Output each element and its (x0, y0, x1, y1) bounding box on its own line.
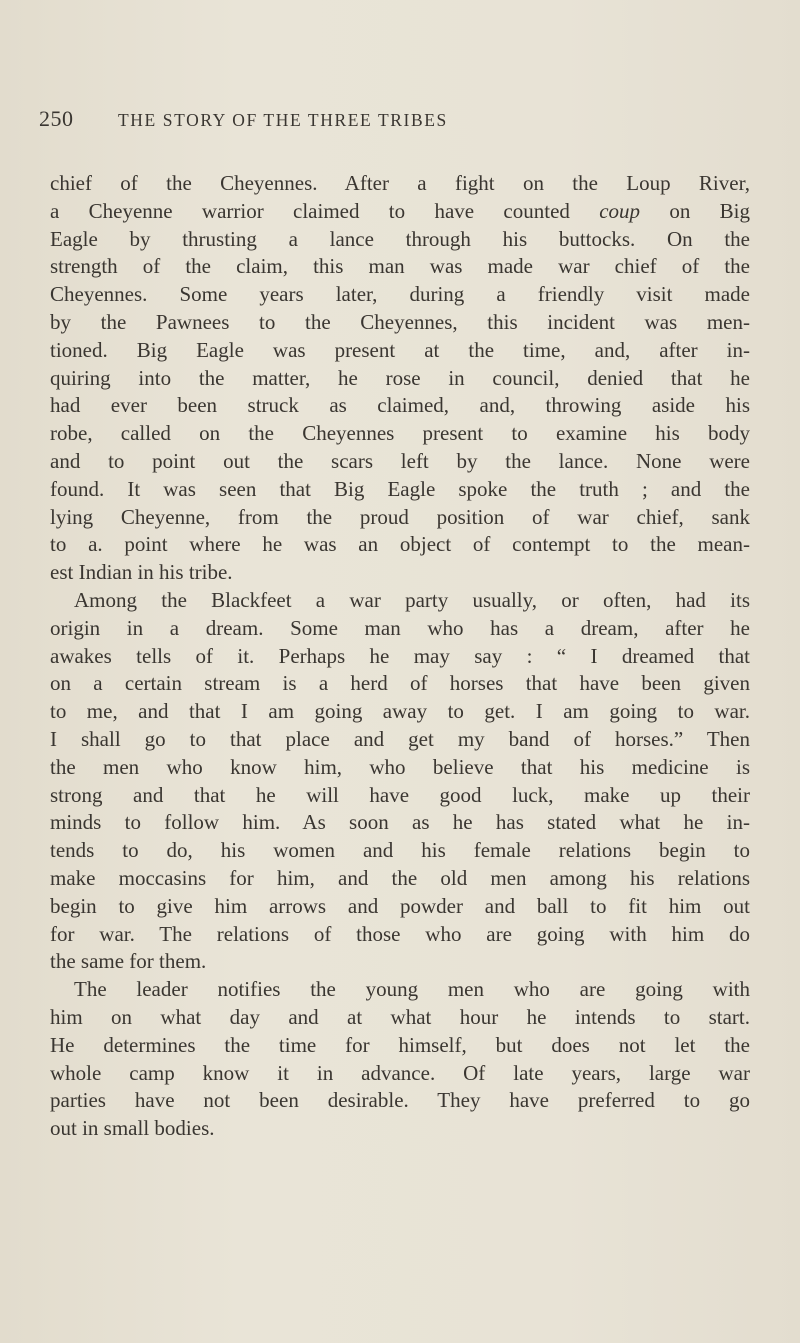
text-line: origin in a dream. Some man who has a dream, after he (50, 615, 750, 640)
text-segment: a Cheyenne warrior claimed to have counted (50, 198, 570, 223)
text-line: to me, and that I am going away to get. I am going to war. (50, 699, 750, 724)
page-header (0, 106, 800, 136)
text-line: for war. The relations of those who are going with him do (50, 921, 750, 946)
text-line: Among the Blackfeet a war party usually, or often, had its (74, 587, 750, 612)
text-line: out in small bodies. (50, 1116, 215, 1141)
text-line: him on what day and at what hour he intends to start. (50, 1004, 750, 1029)
text-line: make moccasins for him, and the old men among his relations (50, 865, 750, 890)
text-line: had ever been struck as claimed, and, throwing aside his (50, 393, 750, 418)
text-line: strength of the claim, this man was made war chief of the (50, 254, 750, 279)
italic-term: coup (599, 198, 641, 223)
text-line: Eagle by thrusting a lance through his buttocks. On the (50, 226, 750, 251)
paragraph-1 (50, 170, 750, 587)
text-line: Cheyennes. Some years later, during a friendly visit made (50, 282, 750, 307)
text-line: on a certain stream is a herd of horses that have been given (50, 671, 750, 696)
text-line: The leader notifies the young men who are going with (74, 977, 750, 1002)
text-segment: on Big (669, 198, 750, 223)
text-line: est Indian in his tribe. (50, 560, 233, 585)
text-line: He determines the time for himself, but does not let the (50, 1032, 750, 1057)
text-line: found. It was seen that Big Eagle spoke the truth ; and the (50, 476, 750, 501)
text-line: begin to give him arrows and powder and ball to fit him out (50, 893, 750, 918)
page-number: 250 (39, 106, 74, 131)
text-line: quiring into the matter, he rose in council, denied that he (50, 365, 750, 390)
text-line: awakes tells of it. Perhaps he may say : “ I dreamed that (50, 643, 750, 668)
text-line: tends to do, his women and his female relations begin to (50, 838, 750, 863)
text-line: robe, called on the Cheyennes present to examine his body (50, 421, 750, 446)
text-line: whole camp know it in advance. Of late years, large war (50, 1060, 750, 1085)
paragraph-2 (50, 587, 750, 976)
text-line: by the Pawnees to the Cheyennes, this incident was men- (50, 309, 750, 334)
text-line: the men who know him, who believe that his medicine is (50, 754, 750, 779)
text-line: I shall go to that place and get my band of horses.” Then (50, 726, 750, 751)
body-text (50, 170, 750, 1143)
text-line: tioned. Big Eagle was present at the time, and, after in- (50, 337, 750, 362)
text-line: parties have not been desirable. They have preferred to go (50, 1088, 750, 1113)
text-line: chief of the Cheyennes. After a fight on the Loup River, (50, 171, 750, 195)
text-line: to a. point where he was an object of contempt to the mean- (50, 532, 750, 557)
running-head: THE STORY OF THE THREE TRIBES (118, 110, 448, 130)
text-line: and to point out the scars left by the lance. None were (50, 448, 750, 473)
text-line: minds to follow him. As soon as he has stated what he in- (50, 810, 750, 835)
text-line (50, 198, 750, 226)
paragraph-3 (50, 976, 750, 1143)
text-line: strong and that he will have good luck, make up their (50, 782, 750, 807)
text-line: lying Cheyenne, from the proud position of war chief, sank (50, 504, 750, 529)
text-line: the same for them. (50, 949, 207, 974)
